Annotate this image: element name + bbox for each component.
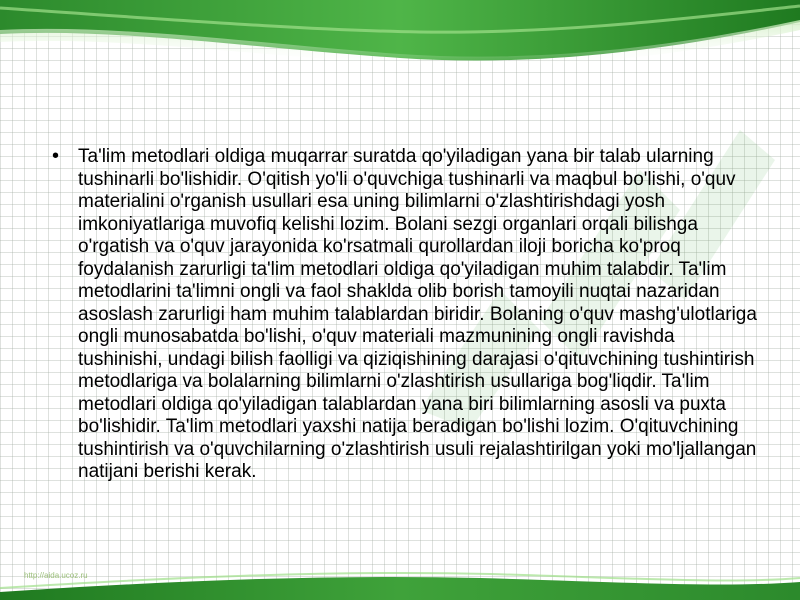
footer-url: http://aida.ucoz.ru	[24, 571, 88, 580]
bottom-wave-banner	[0, 552, 800, 600]
bullet-item	[52, 146, 757, 484]
top-wave-banner	[0, 0, 800, 80]
bullet-marker: •	[52, 145, 60, 167]
slide-body	[52, 146, 757, 484]
paragraph-text: Ta'lim metodlari oldiga muqarrar suratda qo'yiladigan yana bir talab ularning tushinarli bo'lishidir. O'qitish yo'li o'quvchiga tushinarli va maqbul bo'lishi, o'quv materialini o'rganish usullari esa uning bilimlarni o'zlashtirishdagi yosh imkoniyatlariga muvofiq kelishi lozim. Bolani sezgi organlari orqali bilishga o'rgatish va o'quv jarayonida ko'rsatmali qurollardan iloji boricha ko'proq foydalanish zarurligi ta'lim metodlari oldiga qo'yiladigan muhim talabdir. Ta'lim metodlarini ta'limni ongli va faol shaklda olib borish tamoyili nuqtai nazaridan asoslash zarurligi ham muhim talablardan biridir. Bolaning o'quv mashg'ulotlariga ongli munosabatda bo'lishi, o'quv materiali mazmunining ongli ravishda tushinishi, undagi bilish faolligi va qiziqishining darajasi o'qituvchining tushintirish metodlariga va bolalarning bilimlarni o'zlashtirish usullariga bog'liqdir. Ta'lim metodlari oldiga qo'yiladigan talablardan yana biri bilimlarning asosli va puxta bo'lishidir. Ta'lim metodlari yaxshi natija beradigan bo'lishi lozim. O'qituvchining tushintirish va o'quvchilarning o'zlashtirish usuli rejalashtirilgan yoki mo'ljallangan natijani berishi kerak.	[78, 146, 757, 482]
